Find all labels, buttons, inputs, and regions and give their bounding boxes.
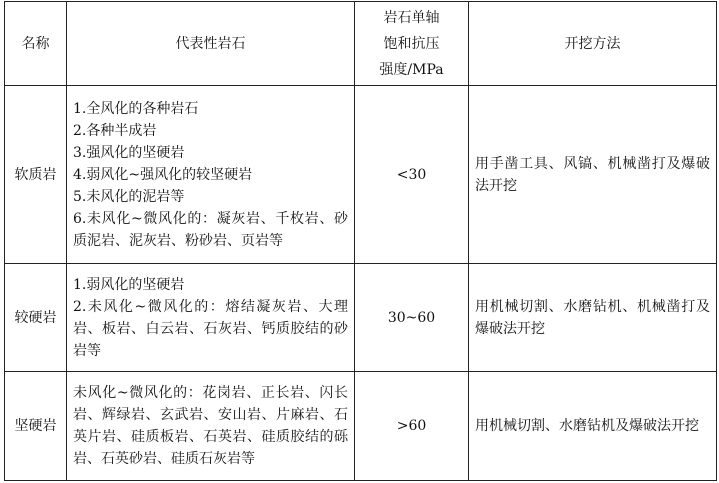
rock-excavation-table (4, 1, 717, 481)
rock-list-item: 1.弱风化的坚硬岩 (73, 276, 185, 293)
rock-list-item: 6.未风化~微风化的：凝灰岩、千枚岩、砂质泥岩、泥灰岩、粉砂岩、页岩等 (73, 210, 348, 249)
rock-list-item: 未风化~微风化的：花岗岩、正长岩、闪长岩、辉绿岩、玄武岩、安山岩、片麻岩、石英片岩、硅质板岩、石英岩、硅质胶结的砾岩、石英砂岩、硅质石灰岩等 (73, 385, 348, 467)
rock-list-item: 1.全风化的各种岩石 (73, 100, 199, 117)
rock-class-name: 软质岩 (5, 86, 67, 264)
strength-value: <30 (355, 86, 469, 264)
strength-value: 30~60 (355, 264, 469, 372)
header-strength-line: 岩石单轴 (383, 9, 440, 26)
rock-class-name: 坚硬岩 (5, 372, 67, 481)
rock-list-item: 5.未风化的泥岩等 (73, 188, 185, 205)
header-strength-line: 饱和抗压 (383, 35, 440, 52)
strength-value: >60 (355, 372, 469, 481)
representative-rocks-cell (67, 264, 355, 372)
rock-class-name: 较硬岩 (5, 264, 67, 372)
rock-list-item: 2.未风化~微风化的：熔结凝灰岩、大理岩、板岩、白云岩、石灰岩、钙质胶结的砂岩等 (73, 298, 348, 359)
header-name: 名称 (5, 2, 67, 86)
table-header-row (5, 2, 717, 86)
excavation-method: 用机械切割、水磨钻机、机械凿打及爆破法开挖 (469, 264, 717, 372)
rock-list-item: 2.各种半成岩 (73, 122, 157, 139)
table-row-medium-hard-rock (5, 264, 717, 372)
excavation-method: 用机械切割、水磨钻机及爆破法开挖 (469, 372, 717, 481)
rock-list-item: 4.弱风化~强风化的较坚硬岩 (73, 166, 253, 183)
representative-rocks-cell (67, 372, 355, 481)
table-row-hard-rock (5, 372, 717, 481)
excavation-method: 用手凿工具、风镐、机械凿打及爆破法开挖 (469, 86, 717, 264)
table-row-soft-rock (5, 86, 717, 264)
header-strength-line: 强度/MPa (379, 61, 444, 78)
header-representative-rocks: 代表性岩石 (67, 2, 355, 86)
header-excavation-method: 开挖方法 (469, 2, 717, 86)
rock-list-item: 3.强风化的坚硬岩 (73, 144, 185, 161)
representative-rocks-cell (67, 86, 355, 264)
header-strength (355, 2, 469, 86)
